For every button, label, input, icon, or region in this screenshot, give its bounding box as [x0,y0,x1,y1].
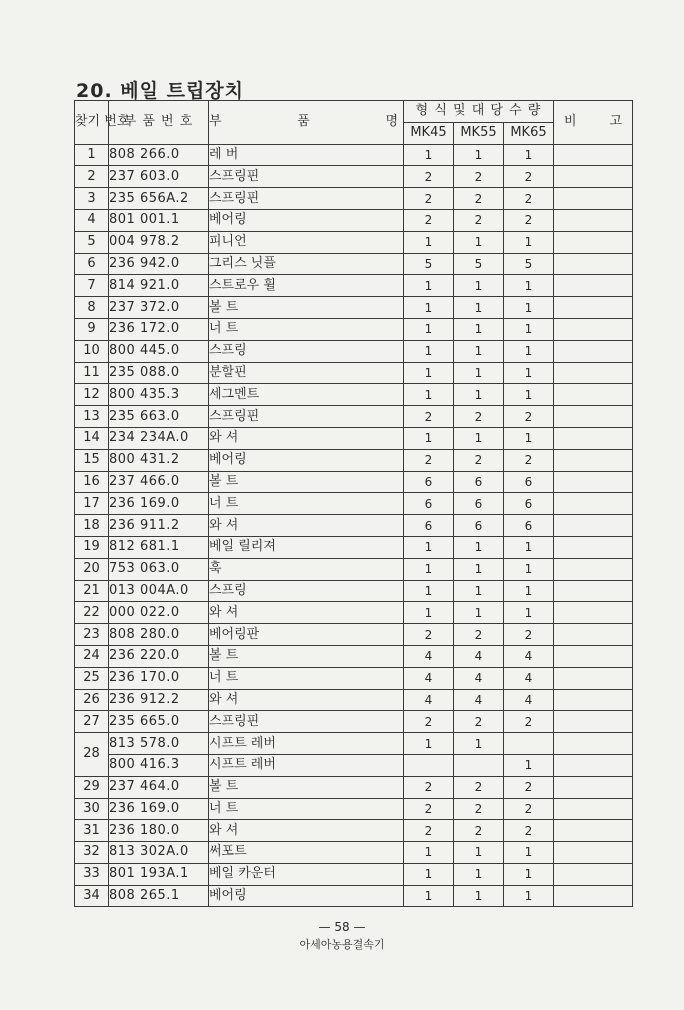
qty-mk45: 5 [404,253,454,275]
part-name: 스프링핀 [209,166,404,188]
part-number: 236 180.0 [109,820,209,842]
qty-mk45: 2 [404,449,454,471]
part-name: 너 트 [209,798,404,820]
part-number: 237 603.0 [109,166,209,188]
remark-cell [554,733,633,755]
qty-mk55: 2 [454,798,504,820]
publisher-name: 아세아농용결속기 [299,938,385,951]
part-name: 볼 트 [209,776,404,798]
find-number: 29 [75,776,109,798]
remark-cell [554,798,633,820]
find-number: 23 [75,624,109,646]
qty-mk45: 1 [404,558,454,580]
part-name: 스프링 [209,580,404,602]
part-name: 베어링 [209,449,404,471]
qty-mk65: 1 [504,536,554,558]
remark-cell [554,754,633,776]
qty-mk45: 1 [404,427,454,449]
remark-cell [554,427,633,449]
qty-mk55: 4 [454,645,504,667]
qty-mk55: 1 [454,885,504,907]
qty-mk45: 1 [404,602,454,624]
table-row [75,667,633,689]
part-number: 808 280.0 [109,624,209,646]
find-number: 10 [75,340,109,362]
part-number: 237 464.0 [109,776,209,798]
remark-cell [554,384,633,406]
part-number: 236 170.0 [109,667,209,689]
header-remark [554,101,633,145]
find-number: 12 [75,384,109,406]
find-number: 32 [75,842,109,864]
part-number: 753 063.0 [109,558,209,580]
table-row [75,406,633,428]
part-name: 와 셔 [209,427,404,449]
part-name: 와 셔 [209,820,404,842]
qty-mk45: 2 [404,166,454,188]
find-number: 28 [75,733,109,777]
qty-mk65: 1 [504,340,554,362]
part-name: 피니언 [209,231,404,253]
part-number: 801 001.1 [109,209,209,231]
part-number: 812 681.1 [109,536,209,558]
part-name: 레 버 [209,144,404,166]
part-name: 세그멘트 [209,384,404,406]
qty-mk45: 1 [404,297,454,319]
part-name: 너 트 [209,493,404,515]
qty-mk65: 1 [504,580,554,602]
qty-mk65: 2 [504,449,554,471]
qty-mk65: 6 [504,515,554,537]
part-number: 813 302A.0 [109,842,209,864]
qty-mk65: 2 [504,820,554,842]
remark-cell [554,340,633,362]
table-row [75,340,633,362]
qty-mk55: 1 [454,733,504,755]
header-part-name [209,101,404,145]
find-number: 25 [75,667,109,689]
find-number: 1 [75,144,109,166]
header-model-mk55: MK55 [454,122,504,144]
part-number: 235 088.0 [109,362,209,384]
qty-mk65: 1 [504,885,554,907]
part-name: 훅 [209,558,404,580]
qty-mk55: 2 [454,776,504,798]
remark-cell [554,253,633,275]
qty-mk45: 1 [404,580,454,602]
part-number: 808 266.0 [109,144,209,166]
table-row [75,253,633,275]
table-row [75,515,633,537]
qty-mk65: 1 [504,427,554,449]
remark-cell [554,449,633,471]
part-name: 스트로우 휠 [209,275,404,297]
part-number: 236 220.0 [109,645,209,667]
find-number: 7 [75,275,109,297]
header-part-no: 부 품 번 호 [109,101,209,145]
qty-mk45: 2 [404,188,454,210]
part-name: 베어링판 [209,624,404,646]
find-number: 11 [75,362,109,384]
part-name: 스프링 [209,340,404,362]
part-number: 236 172.0 [109,318,209,340]
page-title: 20. 베일 트립장치 [76,80,245,102]
header-model-mk45: MK45 [404,122,454,144]
remark-cell [554,362,633,384]
qty-mk45: 1 [404,536,454,558]
part-number: 236 942.0 [109,253,209,275]
remark-cell [554,689,633,711]
qty-mk65: 6 [504,471,554,493]
qty-mk55: 1 [454,318,504,340]
table-row [75,493,633,515]
qty-mk45: 4 [404,689,454,711]
qty-mk55: 4 [454,689,504,711]
remark-cell [554,231,633,253]
qty-mk55: 2 [454,166,504,188]
table-row [75,624,633,646]
header-name-right: 명 [385,114,399,130]
table-row [75,580,633,602]
table-row [75,318,633,340]
qty-mk55: 1 [454,536,504,558]
part-number: 800 431.2 [109,449,209,471]
find-number: 24 [75,645,109,667]
part-name: 시프트 레버 [209,754,404,776]
remark-cell [554,645,633,667]
qty-mk45: 2 [404,624,454,646]
part-number: 235 665.0 [109,711,209,733]
qty-mk45: 2 [404,776,454,798]
table-row [75,449,633,471]
qty-mk55: 1 [454,144,504,166]
remark-cell [554,580,633,602]
qty-mk55: 1 [454,580,504,602]
qty-mk55 [454,754,504,776]
part-number: 000 022.0 [109,602,209,624]
remark-cell [554,188,633,210]
find-number: 17 [75,493,109,515]
remark-cell [554,275,633,297]
remark-cell [554,318,633,340]
remark-cell [554,842,633,864]
table-row [75,384,633,406]
qty-mk65: 1 [504,144,554,166]
part-number: 800 445.0 [109,340,209,362]
qty-mk65: 2 [504,209,554,231]
qty-mk45: 1 [404,384,454,406]
header-quantity: 형 식 및 대 당 수 량 [404,101,554,123]
qty-mk65: 1 [504,362,554,384]
qty-mk65: 1 [504,297,554,319]
remark-cell [554,166,633,188]
qty-mk65: 2 [504,166,554,188]
part-name: 베어링 [209,885,404,907]
find-number: 27 [75,711,109,733]
part-name: 볼 트 [209,645,404,667]
part-number: 800 435.3 [109,384,209,406]
qty-mk65: 1 [504,863,554,885]
find-number: 5 [75,231,109,253]
find-number: 22 [75,602,109,624]
remark-cell [554,536,633,558]
qty-mk55: 2 [454,624,504,646]
part-name: 시프트 레버 [209,733,404,755]
qty-mk65: 1 [504,231,554,253]
qty-mk45: 1 [404,231,454,253]
remark-cell [554,667,633,689]
qty-mk45: 4 [404,645,454,667]
part-name: 베어링 [209,209,404,231]
qty-mk45: 1 [404,885,454,907]
qty-mk65: 1 [504,384,554,406]
part-name: 와 셔 [209,515,404,537]
page-number: — 58 — [318,920,366,934]
table-row [75,885,633,907]
table-row [75,776,633,798]
remark-cell [554,406,633,428]
qty-mk65 [504,733,554,755]
part-name: 너 트 [209,318,404,340]
remark-cell [554,624,633,646]
part-number: 237 372.0 [109,297,209,319]
qty-mk65: 1 [504,318,554,340]
remark-cell [554,144,633,166]
part-name: 분할핀 [209,362,404,384]
find-number: 4 [75,209,109,231]
qty-mk55: 1 [454,602,504,624]
part-number: 800 416.3 [109,754,209,776]
find-number: 13 [75,406,109,428]
part-name: 와 셔 [209,689,404,711]
find-number: 19 [75,536,109,558]
qty-mk55: 4 [454,667,504,689]
table-row [75,733,633,755]
qty-mk65: 1 [504,602,554,624]
qty-mk55: 2 [454,711,504,733]
qty-mk55: 1 [454,231,504,253]
table-row [75,689,633,711]
table-row [75,842,633,864]
part-name: 스프링핀 [209,711,404,733]
find-number: 34 [75,885,109,907]
table-row [75,275,633,297]
qty-mk45 [404,754,454,776]
qty-mk45: 6 [404,515,454,537]
qty-mk55: 1 [454,297,504,319]
find-number: 16 [75,471,109,493]
qty-mk45: 2 [404,711,454,733]
qty-mk45: 1 [404,275,454,297]
table-row [75,362,633,384]
qty-mk45: 4 [404,667,454,689]
remark-cell [554,558,633,580]
qty-mk45: 1 [404,842,454,864]
remark-cell [554,209,633,231]
qty-mk65: 4 [504,645,554,667]
part-name: 볼 트 [209,297,404,319]
qty-mk55: 1 [454,362,504,384]
part-name: 써포트 [209,842,404,864]
find-number: 18 [75,515,109,537]
part-name: 그리스 닛플 [209,253,404,275]
parts-table [74,100,633,907]
find-number: 2 [75,166,109,188]
table-row [75,602,633,624]
header-row [75,101,633,123]
find-number: 31 [75,820,109,842]
table-row [75,209,633,231]
qty-mk55: 6 [454,493,504,515]
header-name-mid: 품 [297,114,311,130]
part-number: 236 169.0 [109,798,209,820]
qty-mk55: 1 [454,558,504,580]
qty-mk55: 1 [454,340,504,362]
part-number: 235 663.0 [109,406,209,428]
qty-mk55: 1 [454,427,504,449]
part-number: 808 265.1 [109,885,209,907]
find-number: 8 [75,297,109,319]
find-number: 3 [75,188,109,210]
qty-mk55: 1 [454,842,504,864]
find-number: 21 [75,580,109,602]
part-name: 스프링핀 [209,188,404,210]
remark-cell [554,776,633,798]
qty-mk55: 2 [454,188,504,210]
qty-mk55: 2 [454,406,504,428]
qty-mk55: 2 [454,820,504,842]
find-number: 6 [75,253,109,275]
part-number: 236 911.2 [109,515,209,537]
qty-mk55: 2 [454,449,504,471]
qty-mk55: 6 [454,515,504,537]
parts-table-body [75,144,633,907]
remark-cell [554,297,633,319]
header-remark-right: 고 [609,114,622,130]
qty-mk65: 4 [504,667,554,689]
find-number: 33 [75,863,109,885]
qty-mk65: 1 [504,842,554,864]
qty-mk45: 1 [404,362,454,384]
qty-mk45: 6 [404,471,454,493]
find-number: 26 [75,689,109,711]
part-number: 236 912.2 [109,689,209,711]
qty-mk65: 6 [504,493,554,515]
table-row [75,144,633,166]
qty-mk45: 6 [404,493,454,515]
qty-mk65: 1 [504,558,554,580]
remark-cell [554,863,633,885]
header-name-left: 부 [209,114,223,130]
qty-mk45: 1 [404,733,454,755]
part-number: 813 578.0 [109,733,209,755]
table-row [75,188,633,210]
qty-mk55: 1 [454,863,504,885]
find-number: 14 [75,427,109,449]
remark-cell [554,471,633,493]
table-row [75,863,633,885]
part-number: 234 234A.0 [109,427,209,449]
remark-cell [554,493,633,515]
find-number: 15 [75,449,109,471]
remark-cell [554,711,633,733]
qty-mk55: 1 [454,384,504,406]
table-row [75,754,633,776]
qty-mk65: 2 [504,406,554,428]
remark-cell [554,885,633,907]
header-model-mk65: MK65 [504,122,554,144]
remark-cell [554,820,633,842]
find-number: 30 [75,798,109,820]
qty-mk45: 2 [404,820,454,842]
part-number: 801 193A.1 [109,863,209,885]
qty-mk45: 1 [404,340,454,362]
part-number: 013 004A.0 [109,580,209,602]
part-name: 베일 카운터 [209,863,404,885]
remark-cell [554,602,633,624]
part-name: 스프링핀 [209,406,404,428]
part-number: 814 921.0 [109,275,209,297]
qty-mk65: 1 [504,754,554,776]
part-number: 004 978.2 [109,231,209,253]
qty-mk65: 2 [504,188,554,210]
qty-mk45: 1 [404,144,454,166]
qty-mk45: 2 [404,798,454,820]
qty-mk45: 1 [404,318,454,340]
table-row [75,166,633,188]
qty-mk55: 5 [454,253,504,275]
table-row [75,798,633,820]
table-row [75,471,633,493]
find-number: 9 [75,318,109,340]
qty-mk65: 2 [504,776,554,798]
qty-mk45: 2 [404,209,454,231]
part-number: 237 466.0 [109,471,209,493]
part-name: 볼 트 [209,471,404,493]
qty-mk65: 2 [504,798,554,820]
qty-mk65: 5 [504,253,554,275]
qty-mk55: 2 [454,209,504,231]
qty-mk65: 2 [504,624,554,646]
table-row [75,536,633,558]
part-number: 235 656A.2 [109,188,209,210]
qty-mk65: 1 [504,275,554,297]
find-number: 20 [75,558,109,580]
qty-mk45: 2 [404,406,454,428]
table-row [75,427,633,449]
qty-mk55: 1 [454,275,504,297]
table-row [75,231,633,253]
qty-mk45: 1 [404,863,454,885]
part-name: 와 셔 [209,602,404,624]
header-find-no: 찾기 번호 [75,101,109,145]
part-name: 너 트 [209,667,404,689]
remark-cell [554,515,633,537]
header-remark-left: 비 [564,114,577,130]
table-row [75,558,633,580]
table-row [75,711,633,733]
table-row [75,645,633,667]
part-number: 236 169.0 [109,493,209,515]
part-name: 베일 릴리져 [209,536,404,558]
table-row [75,820,633,842]
qty-mk65: 4 [504,689,554,711]
table-row [75,297,633,319]
qty-mk55: 6 [454,471,504,493]
qty-mk65: 2 [504,711,554,733]
